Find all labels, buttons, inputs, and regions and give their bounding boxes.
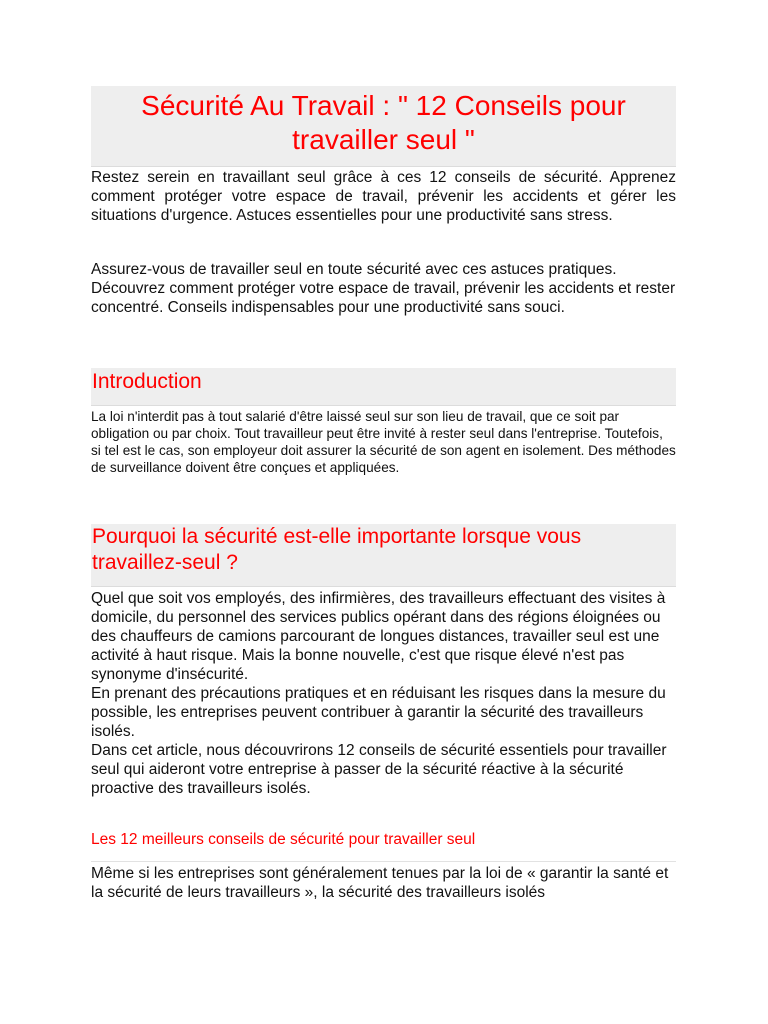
section-divider xyxy=(91,861,676,862)
why-paragraph-3: Dans cet article, nous découvrirons 12 conseils de sécurité essentiels pour travailler seul qui aideront votre entreprise à passer de la sécurité réactive à la sécurité proactive des travailleurs isolés. xyxy=(91,742,667,797)
why-paragraph-2: En prenant des précautions pratiques et en réduisant les risques dans la mesure du possible, les entreprises peuvent contribuer à garantir la sécurité des travailleurs isolés. xyxy=(91,685,666,740)
introduction-body: La loi n'interdit pas à tout salarié d'être laissé seul sur son lieu de travail, que ce soit par obligation ou par choix. Tout travailleur peut être invité à rester seul dans l'entreprise. Toutefois, si tel est le cas, son employeur doit assurer la sécurité de son agent en isolement. Des méthodes de surveillance doivent être conçues et appliquées. xyxy=(91,409,676,475)
why-paragraph-1: Quel que soit vos employés, des infirmières, des travailleurs effectuant des visites à domicile, du personnel des services publics opérant dans des régions éloignées ou des chauffeurs de camions parcourant de longues distances, travailler seul est une activité à haut risque. Mais la bonne nouvelle, c'est que risque élevé n'est pas synonyme d'insécurité. xyxy=(91,590,666,683)
tips-heading: Les 12 meilleurs conseils de sécurité pour travailler seul xyxy=(91,831,476,848)
intro-paragraph-1: Restez serein en travaillant seul grâce à ces 12 conseils de sécurité. Apprenez comment protéger votre espace de travail, prévenir les accidents et gérer les situations d'urgence. Astuces essentielles pour une productivité sans stress. xyxy=(91,169,676,224)
why-safety-heading: Pourquoi la sécurité est-elle importante lorsque vous travaillez-seul ? xyxy=(91,524,676,587)
tips-body: Même si les entreprises sont généralement tenues par la loi de « garantir la santé et la sécurité de leurs travailleurs », la sécurité des travailleurs isolés xyxy=(91,865,669,901)
introduction-heading: Introduction xyxy=(91,368,676,406)
intro-paragraph-2: Assurez-vous de travailler seul en toute sécurité avec ces astuces pratiques. Découvrez comment protéger votre espace de travail, prévenir les accidents et rester concentré. Conseils indispensables pour une productivité sans souci. xyxy=(91,261,676,316)
page-title: Sécurité Au Travail : " 12 Conseils pour travailler seul " xyxy=(91,86,676,167)
